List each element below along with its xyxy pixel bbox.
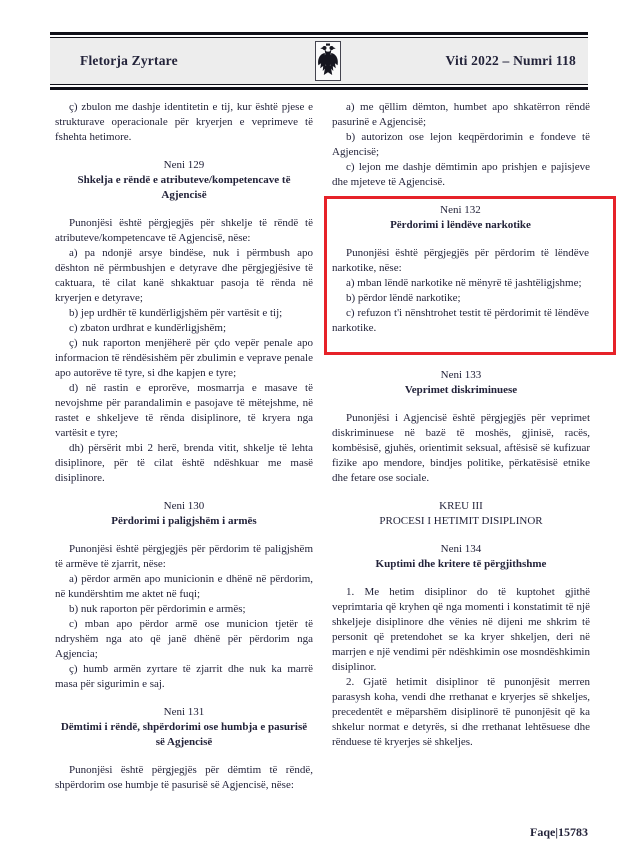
highlight-box-article-132 [324, 196, 616, 355]
chapter-number: KREU III [439, 500, 483, 512]
article-number: Neni 132 [440, 204, 481, 216]
article-130-item-a: a) përdor armën apo municionin e dhënë në përdorim, në kundërshtim me aktet në fuqi; [55, 573, 313, 600]
article-129-item-cc: ç) nuk raporton menjëherë për çdo vepër penale apo informacion të rëndësishëm për zbulimin e veprave penale apo autorëve të tyre, si dhe kapjen e tyre; [55, 337, 313, 379]
gazette-title: Fletorja Zyrtare [80, 53, 178, 68]
article-129-item-d: d) në rastin e eprorëve, mosmarrja e masave të nevojshme për parandalimin e pasojave të mëtejshme, në rastet e shkeljeve të rënda disiplinore, të kryera nga vartësit e tyre; [55, 382, 313, 439]
article-131-item-c: c) lejon me dashje dëmtimin apo prishjen e pajisjeve dhe mjeteve të Agjencisë. [332, 161, 590, 188]
article-131-item-a: a) me qëllim dëmton, humbet apo shkatërron rëndë pasurinë e Agjencisë; [332, 101, 590, 128]
article-title: Kuptimi dhe kritere të përgjithshme [375, 558, 547, 570]
article-131-paragraph: Punonjësi është përgjegjës për dëmtim të rëndë, shpërdorim ose humbje të pasurisë së Agjencisë, nëse: [55, 764, 313, 791]
article-134-heading [332, 542, 590, 572]
article-number: Neni 131 [163, 706, 205, 718]
article-132-item-c: c) refuzon t'i nënshtrohet testit të përdorimit të lëndëve narkotike. [332, 307, 589, 334]
article-number: Neni 134 [440, 543, 482, 555]
article-130-item-b: b) nuk raporton për përdorimin e armës; [69, 603, 246, 615]
chapter-heading [332, 499, 590, 529]
article-129-item-a: a) pa ndonjë arsye bindëse, nuk i përmbush apo dështon në përmbushjen e detyrave dhe përgjegjësive të caktuara, të cilat kanë shkaktuar pasoja të rënda në kryerjen e detyrave; [55, 247, 313, 304]
albanian-double-headed-eagle-icon [315, 41, 341, 81]
article-130-item-c: c) mban apo përdor armë ose municion tjetër të ndryshëm nga ato që janë dhënë për përdorim nga Agjencia; [55, 618, 313, 660]
article-129-heading [55, 158, 313, 203]
article-title: Përdorimi i lëndëve narkotike [390, 219, 531, 231]
article-title: Veprimet diskriminuese [404, 384, 518, 396]
article-number: Neni 130 [163, 500, 205, 512]
document-body [55, 100, 590, 793]
paragraph-intro: ç) zbulon me dashje identitetin e tij, kur është pjese e strukturave operacionale për kryerjen e veprimeve të fshehta hetimore. [55, 101, 313, 143]
article-title: Dëmtimi i rëndë, shpërdorimi ose humbja e pasurisë së Agjencisë [60, 721, 308, 748]
article-133-heading [332, 368, 590, 398]
article-130-item-cc: ç) humb armën zyrtare të zjarrit dhe nuk ka marrë masa për sigurimin e saj. [55, 663, 313, 690]
article-134-paragraph-1: 1. Me hetim disiplinor do të kuptohet gjithë veprimtaria që kryhen që nga momenti i konstatimit të një shkeljeje disiplinore dhe vënies në dijeni me shkrim të personit që pretendohet se ka kryer shkeljen, deri në marrjen e një vendimi për ndëshkimin ose mosndëshkimin disiplinor. [332, 586, 590, 673]
article-130-heading [55, 499, 313, 529]
gazette-header-band [50, 37, 588, 85]
article-number: Neni 133 [440, 369, 482, 381]
chapter-title: PROCESI I HETIMIT DISIPLINOR [379, 515, 543, 527]
article-130-paragraph: Punonjësi është përgjegjës për përdorim të paligjshëm të armëve të zjarrit, nëse: [55, 543, 313, 570]
right-column [332, 100, 590, 793]
article-129-item-b: b) jep urdhër të kundërligjshëm për vartësit e tij; [69, 307, 283, 319]
gazette-header [50, 32, 588, 90]
left-column [55, 100, 313, 793]
article-129-item-dh: dh) përsërit mbi 2 herë, brenda vitit, shkelje të lehta disiplinore, për të cilat është ndëshkuar me masë disiplinore. [55, 442, 313, 484]
article-title: Shkelja e rëndë e atributeve/kompetencave të Agjencisë [77, 174, 291, 201]
article-132-item-b: b) përdor lëndë narkotike; [346, 292, 461, 304]
article-134-paragraph-2: 2. Gjatë hetimit disiplinor të punonjësit merren parasysh koha, vendi dhe rrethanat e kryerjes së shkeljes, precedentët e mëparshëm disiplinorë të punonjësit që ka shkelur normat e detyrës, si dhe rrethanat lehtësuese dhe rënduese të kryerjes së shkeljes. [332, 676, 590, 748]
article-132-heading [332, 203, 589, 233]
article-132-item-a: a) mban lëndë narkotike në mënyrë të jashtëligjshme; [346, 277, 582, 289]
article-132-paragraph: Punonjësi është përgjegjës për përdorim të lëndëve narkotike, nëse: [332, 247, 589, 274]
article-number: Neni 129 [163, 159, 205, 171]
article-title: Përdorimi i paligjshëm i armës [111, 515, 257, 527]
article-131-heading [55, 705, 313, 750]
article-131-item-b: b) autorizon ose lejon keqpërdorimin e fondeve të Agjencisë; [332, 131, 590, 158]
article-129-paragraph: Punonjësi është përgjegjës për shkelje të rëndë të atributeve/kompetencave të Agjencisë, nëse: [55, 217, 313, 244]
gazette-issue: Viti 2022 – Numri 118 [445, 53, 576, 68]
page-number: Faqe|15783 [530, 825, 588, 839]
article-129-item-c: c) zbaton urdhrat e kundërligjshëm; [69, 322, 227, 334]
article-133-paragraph: Punonjësi i Agjencisë është përgjegjës për veprimet diskriminuese në bazë të moshës, gjinisë, racës, kombësisë, gjuhës, orientimit seksual, aftësisë së kufizuar fizike apo mendore, bindjes politike, përkatësisë etnike dhe fetare ose sociale. [332, 412, 590, 484]
